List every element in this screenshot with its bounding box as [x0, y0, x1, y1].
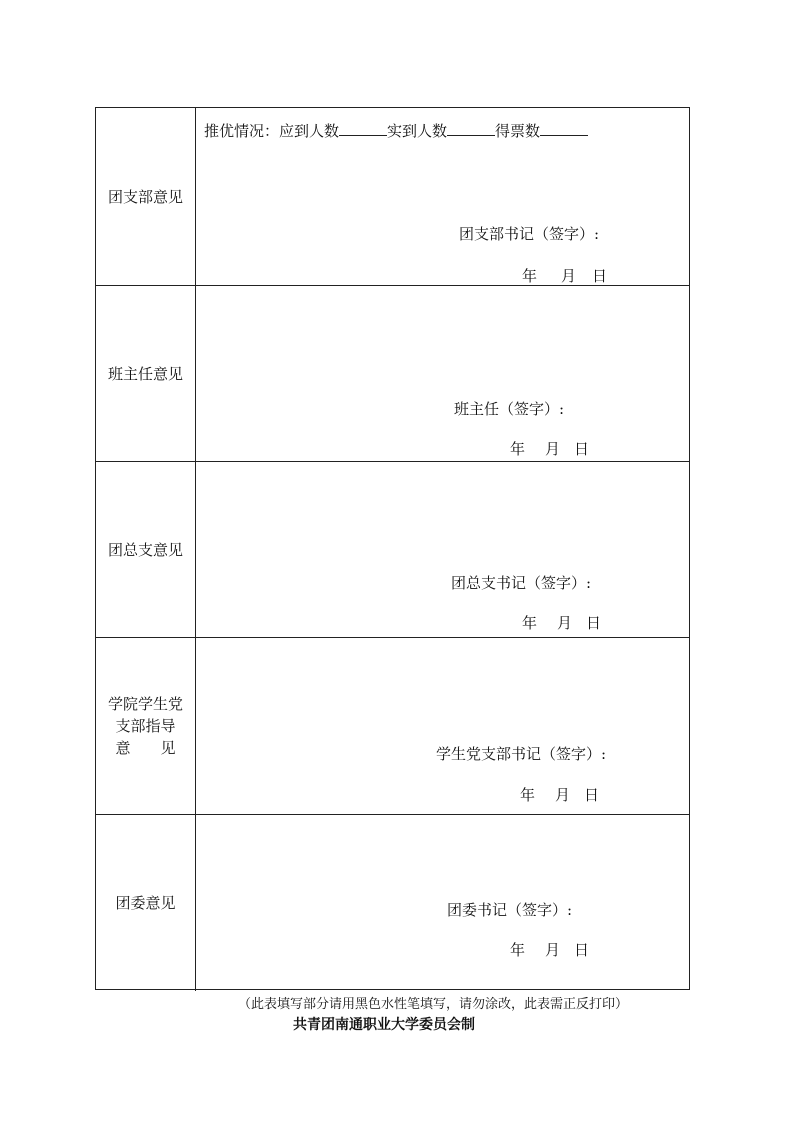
date-month: 月: [557, 614, 573, 632]
general-branch-secretary-signature: 团总支书记（签字）:: [451, 574, 592, 592]
general-branch-opinion-label: 团总支意见: [96, 462, 196, 637]
head-teacher-opinion-content[interactable]: [196, 286, 689, 461]
league-committee-opinion-content[interactable]: [196, 815, 689, 991]
date-day: 日: [586, 614, 602, 632]
date-day: 日: [574, 440, 590, 458]
date-year: 年: [510, 941, 526, 959]
date-year: 年: [522, 267, 538, 285]
date-year: 年: [522, 614, 538, 632]
head-teacher-date: [510, 438, 589, 459]
party-branch-opinion-label: [96, 638, 196, 814]
branch-secretary-signature: 团支部书记（签字）:: [459, 225, 600, 243]
date-day: 日: [574, 941, 590, 959]
branch-opinion-row: [96, 108, 689, 286]
date-month: 月: [555, 786, 571, 804]
recommend-prefix: 推优情况：: [204, 122, 280, 140]
branch-date: [522, 265, 607, 286]
date-day: 日: [592, 267, 608, 285]
party-branch-label-line3: [115, 737, 175, 759]
date-month: 月: [545, 440, 561, 458]
votes-blank[interactable]: [540, 121, 588, 136]
branch-opinion-content[interactable]: [196, 108, 689, 285]
party-branch-label-line2: 支部指导: [115, 717, 176, 735]
branch-opinion-label: 团支部意见: [96, 108, 196, 285]
head-teacher-opinion-label: 班主任意见: [96, 286, 196, 461]
party-branch-opinion-content[interactable]: [196, 638, 689, 814]
party-branch-opinion-row: [96, 638, 689, 815]
general-branch-date: [522, 612, 601, 633]
party-branch-label-line1: 学院学生党: [107, 695, 183, 713]
date-year: 年: [510, 440, 526, 458]
date-year: 年: [520, 786, 536, 804]
league-secretary-signature: 团委书记（签字）:: [447, 901, 573, 919]
head-teacher-opinion-row: [96, 286, 689, 462]
issuer-footer: 共青团南通职业大学委员会制: [293, 1017, 475, 1033]
date-month: 月: [561, 267, 577, 285]
should-attend-blank[interactable]: [339, 121, 387, 136]
actual-attend-label: 实到人数: [387, 122, 448, 140]
head-teacher-signature: 班主任（签字）:: [454, 400, 565, 418]
actual-attend-blank[interactable]: [447, 121, 495, 136]
label-char-jian: 见: [160, 739, 176, 757]
league-committee-date: [510, 939, 589, 960]
league-committee-opinion-label: 团委意见: [96, 815, 196, 991]
general-branch-opinion-content[interactable]: [196, 462, 689, 637]
party-branch-date: [520, 784, 599, 805]
league-committee-opinion-row: [96, 815, 689, 991]
label-char-yi: 意: [115, 739, 131, 757]
should-attend-label: 应到人数: [279, 122, 340, 140]
recommend-status-line: [204, 120, 588, 141]
date-month: 月: [545, 941, 561, 959]
opinion-form-table: [95, 107, 690, 990]
party-branch-secretary-signature: 学生党支部书记（签字）:: [436, 745, 607, 763]
votes-label: 得票数: [495, 122, 541, 140]
date-day: 日: [584, 786, 600, 804]
form-note: （此表填写部分请用黑色水性笔填写，请勿涂改，此表需正反打印）: [238, 997, 629, 1012]
general-branch-opinion-row: [96, 462, 689, 638]
